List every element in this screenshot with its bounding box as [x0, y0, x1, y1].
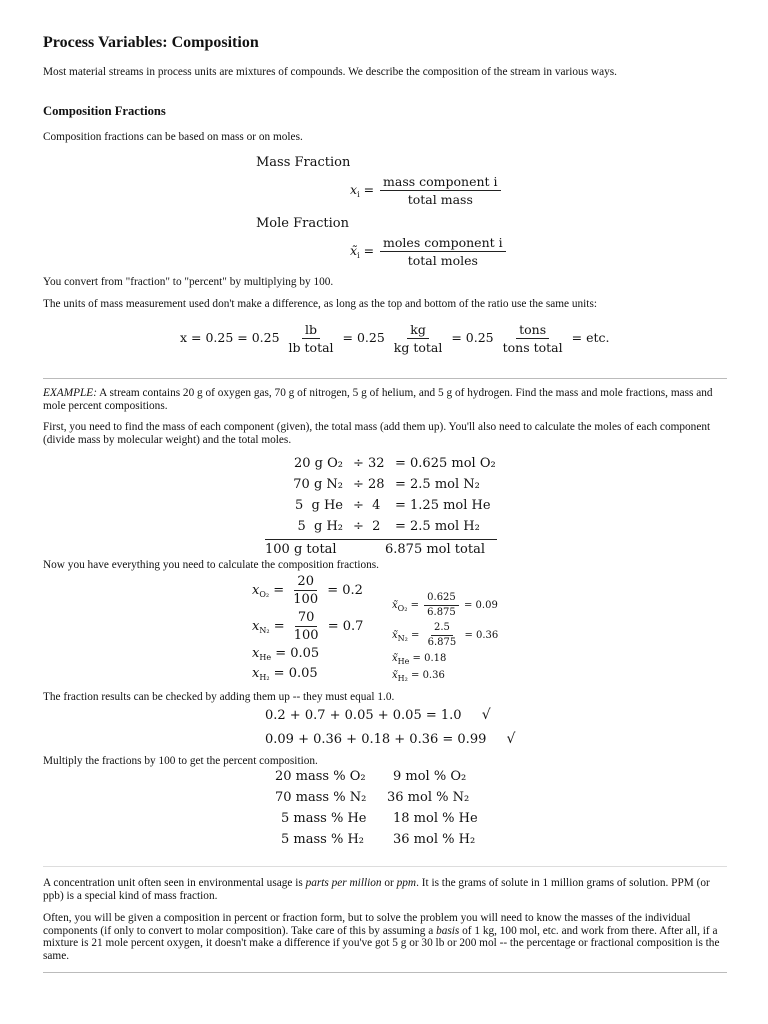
units-equation [180, 322, 609, 355]
mass-percent: 5 mass % H₂ [281, 832, 364, 847]
mole-fraction-label: Mole Fraction [256, 216, 349, 231]
frac-tons-num: tons [516, 322, 549, 339]
moles-row-div: ÷ 32 [353, 456, 385, 471]
intro-paragraph: Most material streams in process units are mixtures of compounds. We describe the composition of the stream in various ways. [43, 66, 617, 78]
mass-frac-n2-lhs: x [252, 619, 260, 634]
mole-frac-n2-result: = 0.36 [464, 630, 499, 641]
basis-text-pre: Often, you will be given a composition in percent or fraction form, but to solve the problem you will need to know the masses of the individual components (if only to convert to molar composition). Take care of this by assuming a [43, 912, 691, 937]
mole-frac-n2-den: 6.875 [427, 637, 457, 648]
mass-frac-he-lhs: x [252, 646, 260, 661]
mole-frac-o2-ratio [424, 592, 459, 619]
percent-row [275, 790, 478, 811]
mass-frac-o2-den: 100 [293, 592, 319, 607]
moles-row-mass: 20 g O₂ [294, 456, 343, 471]
units-frac-lb [286, 322, 337, 355]
total-mass: 100 g total [265, 542, 337, 557]
percent-row [275, 811, 478, 832]
frac-lb-num: lb [302, 322, 320, 339]
total-moles: 6.875 mol total [385, 542, 485, 557]
ppm-term-2: ppm [396, 877, 417, 889]
mass-frac-n2-result: = 0.7 [327, 619, 364, 634]
mass-fraction-ratio [380, 174, 501, 207]
mass-fraction-denominator: total mass [407, 192, 473, 207]
percent-row [275, 832, 478, 853]
mole-percent: 36 mol % N₂ [387, 790, 470, 805]
mass-frac-n2-den: 100 [293, 628, 319, 643]
basis-term: basis [436, 924, 460, 937]
moles-table [265, 456, 497, 562]
mole-frac-n2-sub: N₂ [397, 634, 408, 643]
mole-percent: 36 mol % H₂ [393, 832, 476, 847]
ppm-paragraph [43, 877, 733, 902]
example-paragraph [43, 387, 733, 412]
mass-fraction-lhs-sub: i [357, 190, 360, 199]
mole-frac-h2-lhs: x̃ [392, 670, 398, 681]
mole-frac-n2: $x̃_{N_2}$ = $\frac{2.5}{6.875}$ = 0.36 [392, 622, 499, 648]
mass-percent: 70 mass % N₂ [275, 790, 367, 805]
mass-fraction-label: Mass Fraction [256, 155, 351, 170]
mass-frac-o2-num: 20 [294, 574, 317, 591]
moles-row [265, 498, 497, 519]
mole-fraction-numerator: moles component i [380, 235, 506, 252]
mass-frac-h2 [252, 666, 318, 682]
sum-mass-equation: 0.2 + 0.7 + 0.05 + 0.05 = 1.0 [265, 708, 462, 723]
ppm-text-pre: A concentration unit often seen in environmental usage is [43, 877, 306, 889]
sum-mole-equation: 0.09 + 0.36 + 0.18 + 0.36 = 0.99 [265, 732, 487, 747]
moles-row-div: ÷ 4 [353, 498, 381, 513]
mole-frac-o2-sub: O₂ [397, 604, 408, 613]
now-paragraph: Now you have everything you need to calculate the composition fractions. [43, 559, 379, 571]
percent-row [275, 769, 478, 790]
multiply-paragraph: Multiply the fractions by 100 to get the percent composition. [43, 755, 318, 767]
example-text: A stream contains 20 g of oxygen gas, 70 g of nitrogen, 5 g of helium, and 5 g of hydrogen. Find the mass and mole fractions, mass and mole percent compositions. [43, 387, 713, 412]
frac-lb-den: lb total [288, 340, 334, 355]
units-eq-suffix: = etc. [571, 330, 610, 345]
mass-fraction-lhs: x [350, 182, 358, 197]
frac-tons-den: tons total [502, 340, 563, 355]
mole-frac-o2: $x̃_{O_2}$ = $\frac{0.625}{6.875}$ = 0.09 [392, 592, 498, 618]
divider-2 [43, 866, 727, 867]
mass-percent: 5 mass % He [281, 811, 367, 826]
units-frac-kg [391, 322, 446, 355]
mole-frac-h2-sub: H₂ [397, 674, 408, 683]
moles-row-moles: = 1.25 mol He [395, 498, 491, 513]
mole-fraction-lhs-sub: i [357, 251, 360, 260]
mole-frac-he [392, 653, 446, 666]
units-eq-prefix: x = 0.25 = 0.25 [180, 330, 280, 345]
mass-frac-n2: $x_{N_2}$ = $\frac{70}{100}$ = 0.7 [252, 610, 364, 643]
first-paragraph: First, you need to find the mass of each component (given), the total mass (add them up). You'll also need to calculate the moles of each component (divide mass by molecular weight) and the total moles. [43, 421, 711, 446]
checkmark-icon: √ [506, 731, 516, 747]
moles-row [265, 456, 497, 477]
section-heading: Composition Fractions [43, 104, 166, 118]
mole-frac-o2-num: 0.625 [424, 592, 459, 606]
checkmark-icon: √ [481, 707, 491, 723]
mass-frac-o2-sub: O₂ [259, 590, 270, 599]
percent-table [275, 769, 478, 853]
mole-frac-n2-lhs: x̃ [392, 630, 398, 641]
mass-fraction-equation: $x_i$ = $\frac{\text{mass component i}}{\text{total mass}}$ [350, 174, 503, 207]
moles-row-moles: = 2.5 mol N₂ [395, 477, 480, 492]
units-eq-mid1: = 0.25 [342, 330, 385, 345]
mass-frac-he-sub: He [259, 653, 272, 662]
mass-frac-h2-sub: H₂ [259, 673, 270, 682]
mole-frac-n2-num: 2.5 [431, 622, 453, 636]
mole-frac-o2-result: = 0.09 [463, 600, 498, 611]
mass-percent: 20 mass % O₂ [275, 769, 366, 784]
mole-frac-he-result: = 0.18 [412, 653, 447, 664]
fractions-paragraph: Composition fractions can be based on mass or on moles. [43, 131, 303, 143]
moles-row-div: ÷ 2 [353, 519, 381, 534]
ppm-text-mid: or [381, 877, 397, 889]
page-title: Process Variables: Composition [43, 34, 259, 51]
mole-frac-h2 [392, 670, 445, 683]
percent-paragraph: You convert from "fraction" to "percent" by multiplying by 100. [43, 276, 334, 288]
mass-frac-n2-sub: N₂ [259, 626, 270, 635]
mass-fraction-numerator: mass component i [380, 174, 501, 191]
mass-frac-he-result: = 0.05 [275, 646, 320, 661]
basis-text-post: of 1 kg, 100 mol, etc. and work from there. After all, if a mixture is 21 mole percent oxygen, it doesn't make a difference if you've got 5 g or 30 lb or 200 mol -- the percentage or fractional composition is the same. [43, 924, 720, 962]
units-eq-mid2: = 0.25 [451, 330, 494, 345]
moles-row-moles: = 2.5 mol H₂ [395, 519, 480, 534]
mole-fraction-lhs: x̃ [350, 243, 358, 258]
mole-frac-h2-result: = 0.36 [411, 670, 445, 681]
units-frac-tons [500, 322, 566, 355]
mass-frac-o2-result: = 0.2 [327, 583, 363, 598]
mole-fraction-denominator: total moles [407, 253, 478, 268]
mole-percent: 9 mol % O₂ [393, 769, 467, 784]
ppm-term-1: parts per million [305, 877, 382, 889]
mole-frac-o2-lhs: x̃ [392, 600, 398, 611]
check-paragraph: The fraction results can be checked by adding them up -- they must equal 1.0. [43, 691, 395, 703]
mole-fraction-ratio [380, 235, 506, 268]
mass-frac-o2-ratio [290, 574, 321, 607]
divider-3 [43, 972, 727, 973]
basis-paragraph [43, 912, 733, 962]
moles-row-div: ÷ 28 [353, 477, 385, 492]
sum-mass-fractions [265, 707, 491, 723]
frac-kg-den: kg total [393, 340, 443, 355]
sum-mole-fractions [265, 731, 515, 747]
mole-fraction-equation: $x̃_i$ = $\frac{\text{moles component i}}{\text{total moles}}$ [350, 235, 508, 268]
moles-row [265, 477, 497, 498]
units-paragraph: The units of mass measurement used don't make a difference, as long as the top and bottom of the ratio use the same units: [43, 298, 597, 310]
mole-frac-he-lhs: x̃ [392, 653, 398, 664]
mole-frac-he-sub: He [397, 657, 410, 666]
mass-frac-h2-result: = 0.05 [273, 666, 318, 681]
divider-1 [43, 378, 727, 379]
mass-frac-n2-num: 70 [295, 610, 318, 627]
example-label: EXAMPLE: [43, 387, 97, 399]
ppm-text-post: . It is the grams of solute in 1 million grams of solution. PPM (or ppb) is a special kind of mass fraction. [43, 877, 710, 902]
moles-row-mass: 5 g He [294, 498, 343, 513]
moles-row-mass: 70 g N₂ [293, 477, 343, 492]
mole-frac-o2-den: 6.875 [427, 607, 456, 618]
moles-row [265, 519, 497, 540]
mass-frac-o2: $x_{O_2}$ = $\frac{20}{100}$ = 0.2 [252, 574, 363, 607]
mole-percent: 18 mol % He [393, 811, 478, 826]
mass-frac-o2-lhs: x [252, 583, 260, 598]
mass-frac-h2-lhs: x [252, 666, 260, 681]
mole-frac-n2-ratio [425, 622, 460, 649]
moles-row-moles: = 0.625 mol O₂ [395, 456, 496, 471]
frac-kg-num: kg [407, 322, 429, 339]
mass-frac-he [252, 646, 319, 662]
mass-frac-n2-ratio [291, 610, 322, 643]
moles-row-mass: 5 g H₂ [297, 519, 343, 534]
